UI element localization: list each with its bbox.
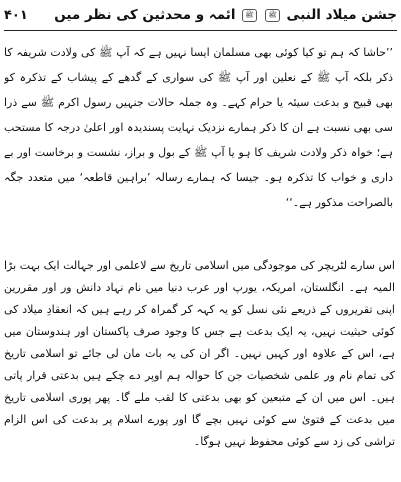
pbuh-mark: ﷺ: [242, 9, 256, 22]
page-number: ۴۰۱: [4, 7, 28, 23]
title-part-2: ائمہ و محدثین کی نظر میں: [54, 7, 236, 23]
page-header: [4, 0, 397, 31]
pbuh-mark: ﷺ: [265, 9, 279, 22]
running-title: [28, 7, 397, 23]
body-paragraph: اس سارے لٹریچر کی موجودگی میں اسلامی تاریخ سے لاعلمی اور جہالت ایک بہت بڑا المیہ ہے۔ انگلستان، امریکہ، یورپ اور عرب دنیا میں نام نہاد دانش ور اور مقررین اپنی تقریروں کے ذریعے نئی نسل کو یہ کہہ کر گمراہ کر رہے ہیں کہ انعقادِ میلاد کی کوئی حیثیت نہیں، یہ ایک بدعت ہے جس کا وجود صرف پاکستان اور ہندوستان میں ہے، اس کے علاوہ اور کہیں نہیں۔ اگر ان کی یہ بات مان لی جائے تو اسلامی تاریخ کی تمام نام ور علمی شخصیات جن کا حوالہ ہم اوپر دے چکے ہیں بدعتی قرار پاتی ہیں۔ اس میں ان کے متبعین کو بھی بدعتی کا لقب ملے گا۔ پھر پوری اسلامی تاریخ میں بدعت کے فتویٰ سے کوئی نہیں بچے گا اور پورے اسلام پر بدعت کی اس الزام تراشی کی زد سے کوئی محفوظ نہیں ہوگا۔: [4, 259, 395, 448]
title-part-1: جشن میلاد النبی: [286, 7, 397, 23]
quoted-passage: ’’حاشا کہ ہم تو کیا کوئی بھی مسلمان ایسا نہیں ہے کہ آپ ﷺ کی ولادت شریفہ کا ذکر بلکہ آپ ﷺ کے نعلین اور آپ ﷺ کی سواری کے گدھے کے پیشاب کے تذکرہ کو بھی قبیح و بدعت سیئہ یا حرام کہے۔ وہ جملہ حالات جنہیں رسول اکرم ﷺ سے ذرا سی بھی نسبت ہے ان کا ذکر ہمارے نزدیک نہایت پسندیدہ اور اعلیٰ درجہ کا مستحب ہے؛ خواہ ذکر ولادت شریف کا ہو یا آپ ﷺ کے بول و براز، نشست و برخاست اور بے داری و خواب کا تذکرہ ہو۔ جیسا کہ ہمارے رسالہ ’براہین قاطعہ‘ میں متعدد جگہ بالصراحت مذکور ہے۔‘‘: [4, 46, 393, 209]
